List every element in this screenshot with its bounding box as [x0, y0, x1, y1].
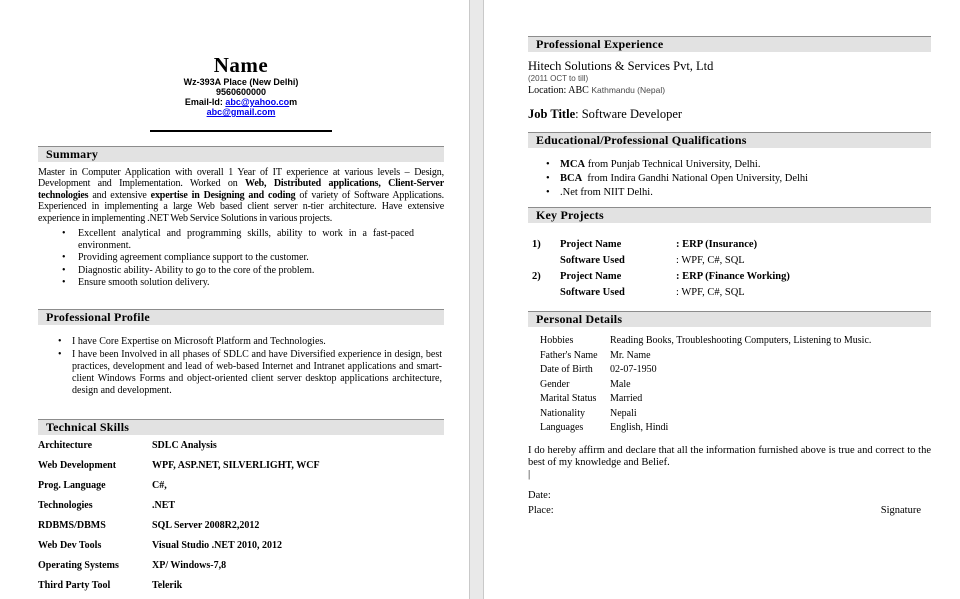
project-number: 1)	[532, 239, 541, 250]
personal-row-gender	[528, 379, 931, 390]
resume-page-1	[0, 0, 470, 599]
education-detail: from Punjab Technical University, Delhi.	[585, 159, 761, 170]
personal-label: Nationality	[540, 407, 585, 419]
personal-row-hobbies	[528, 335, 931, 346]
project-field-label: Project Name	[560, 239, 622, 250]
personal-value: Married	[610, 393, 643, 404]
email-link-gmail[interactable]: abc@gmail.com	[206, 107, 276, 117]
phone-line: 9560600000	[215, 87, 267, 97]
summary-seg-2-bold: Web, Distributed applications, Client-Server technologies	[38, 178, 444, 201]
education-item-1	[528, 158, 931, 171]
resume-header	[38, 54, 444, 132]
personal-label: Date of Birth	[540, 364, 593, 375]
personal-details-table	[528, 335, 931, 433]
skill-label: RDBMS/DBMS	[38, 519, 106, 531]
skill-value: XP/ Windows-7,8	[152, 559, 227, 571]
bullet-icon: •	[62, 228, 66, 240]
summary-section-header: Summary	[38, 146, 444, 162]
bullet-icon: •	[62, 252, 66, 264]
place-signature-row	[528, 505, 931, 516]
projects-section-header: Key Projects	[528, 207, 931, 223]
education-degree: MCA	[560, 159, 586, 170]
skill-value: C#,	[152, 479, 167, 491]
summary-bullet-1	[38, 228, 444, 251]
summary-seg-5: of variety of Software Applications. Experienced in implementing a large Web based client server n-tier architecture. Have extensive experience in implementing .NET Web Service Solutions in various projects.	[38, 189, 444, 224]
summary-bullet-1-text: Excellent analytical and programming skills, ability to work in a fast-paced environment.	[78, 228, 414, 251]
bullet-icon: •	[62, 264, 66, 276]
personal-row-marital-status	[528, 393, 931, 404]
personal-row-date-of-birth	[528, 364, 931, 375]
personal-label: Hobbies	[540, 335, 574, 346]
project-number	[528, 255, 560, 266]
summary-bullet-2	[38, 252, 444, 264]
education-item-2	[528, 172, 931, 185]
summary-bullet-2-text: Providing agreement compliance support to the customer.	[78, 252, 309, 264]
personal-label: Gender	[540, 378, 570, 390]
bullet-icon: •	[58, 335, 62, 347]
summary-bullet-3	[38, 265, 444, 277]
experience-section-header: Professional Experience	[528, 36, 931, 52]
skill-value: Visual Studio .NET 2010, 2012	[152, 539, 283, 551]
job-title-line	[528, 108, 931, 121]
education-detail: from Indira Gandhi National Open University, Delhi	[582, 173, 809, 184]
place-label: Place:	[528, 505, 554, 516]
skill-value: Telerik	[152, 579, 183, 591]
signature-label: Signature	[880, 505, 921, 516]
location-rest: Kathmandu (Nepal)	[591, 85, 666, 95]
summary-seg-3: and extensive	[88, 189, 151, 201]
skill-row-technologies	[38, 501, 444, 511]
skill-value: WPF, ASP.NET, SILVERLIGHT, WCF	[152, 459, 320, 471]
personal-label: Marital Status	[540, 393, 597, 404]
bullet-icon: •	[546, 159, 550, 170]
skill-row-operating-systems	[38, 561, 444, 571]
candidate-name: Name	[213, 53, 269, 77]
skill-value: SQL Server 2008R2,2012	[152, 519, 260, 531]
skill-row-web-development	[38, 461, 444, 471]
email-link-yahoo[interactable]: abc@yahoo.co	[225, 97, 290, 107]
project-field-label: Software Used	[560, 287, 625, 298]
project-1-name-row	[528, 239, 931, 250]
summary-paragraph	[38, 167, 444, 224]
job-title-value: : Software Developer	[575, 107, 683, 121]
profile-section-header: Professional Profile	[38, 309, 444, 325]
email-link-tail: m	[289, 97, 298, 107]
skill-row-architecture	[38, 441, 444, 451]
project-2-software-row	[528, 287, 931, 298]
project-field-value: : WPF, C#, SQL	[676, 287, 745, 298]
personal-label: Languages	[540, 422, 584, 433]
personal-section-header: Personal Details	[528, 311, 931, 327]
personal-value: English, Hindi	[610, 422, 669, 433]
skill-value: SDLC Analysis	[152, 439, 217, 451]
project-number	[528, 287, 560, 298]
personal-value: Mr. Name	[610, 349, 651, 361]
education-degree: BCA	[560, 173, 583, 184]
skills-section-header: Technical Skills	[38, 419, 444, 435]
project-field-label: Project Name	[560, 271, 622, 282]
skill-row-prog-language	[38, 481, 444, 491]
date-label: Date:	[528, 490, 551, 501]
education-detail: .Net from NIIT Delhi.	[560, 187, 653, 198]
summary-seg-1: Master in Computer Application with overall 1 Year of IT experience at various levels – Design, Development and Implementation. Worked on	[38, 167, 444, 190]
bullet-icon: •	[62, 277, 66, 289]
skill-value: .NET	[152, 499, 176, 511]
profile-bullet-1	[38, 336, 444, 348]
summary-bullet-list	[38, 228, 444, 289]
text-cursor: |	[528, 468, 531, 480]
skill-label: Operating Systems	[38, 559, 119, 571]
summary-bullet-3-text: Diagnostic ability- Ability to go to the core of the problem.	[78, 264, 315, 276]
location-lead: Location: ABC	[528, 85, 592, 96]
location-line	[528, 85, 931, 96]
personal-value: Reading Books, Troubleshooting Computers, Listening to Music.	[610, 335, 872, 346]
skill-label: Architecture	[38, 439, 93, 451]
personal-row-fathers-name	[528, 350, 931, 361]
project-field-value: : ERP (Finance Working)	[676, 271, 790, 282]
skill-row-rdbms	[38, 521, 444, 531]
address-line: Wz-393A Place (New Delhi)	[183, 77, 299, 87]
project-field-value: : WPF, C#, SQL	[676, 255, 745, 266]
employment-period: (2011 OCT to till)	[528, 74, 589, 83]
project-field-label: Software Used	[560, 255, 625, 266]
personal-row-languages	[528, 422, 931, 433]
email-line-1	[38, 97, 444, 107]
bullet-icon: •	[546, 187, 550, 198]
profile-bullet-list	[38, 336, 444, 397]
skills-table	[38, 441, 444, 591]
projects-table	[528, 239, 931, 298]
education-section-header: Educational/Professional Qualifications	[528, 132, 931, 148]
personal-label: Father's Name	[540, 349, 598, 361]
personal-row-nationality	[528, 408, 931, 419]
skill-label: Web Dev Tools	[38, 539, 102, 551]
skill-label: Third Party Tool	[38, 579, 111, 591]
declaration-text: I do hereby affirm and declare that all the information furnished above is true and correct to the best of my knowledge and Belief.	[528, 445, 931, 468]
project-2-name-row	[528, 271, 931, 282]
header-divider	[150, 130, 332, 132]
profile-bullet-2	[38, 349, 444, 397]
summary-seg-4-bold: expertise in Designing and coding	[150, 189, 296, 201]
personal-value: Nepali	[610, 407, 637, 419]
personal-value: Male	[610, 378, 631, 390]
project-number: 2)	[532, 271, 541, 282]
skill-row-third-party-tool	[38, 581, 444, 591]
skill-row-web-dev-tools	[38, 541, 444, 551]
email-label: Email-Id:	[184, 97, 226, 107]
summary-bullet-4-text: Ensure smooth solution delivery.	[78, 277, 210, 289]
skill-label: Prog. Language	[38, 479, 106, 491]
education-list	[528, 158, 931, 199]
job-title-label: Job Title	[528, 107, 576, 121]
resume-page-2	[483, 0, 960, 599]
profile-bullet-2-text: I have been Involved in all phases of SDLC and have Diversified experience in design, best practices, development and lead of web-based Internet and Intranet applications and smart-client Windows Forms and object-oriented client server desktop applications architecture, design and development.	[72, 348, 442, 396]
bullet-icon: •	[546, 173, 550, 184]
profile-bullet-1-text: I have Core Expertise on Microsoft Platform and Technologies.	[72, 335, 326, 347]
email-line-2	[38, 107, 444, 117]
education-item-3	[528, 186, 931, 199]
summary-bullet-4	[38, 277, 444, 289]
project-field-value: : ERP (Insurance)	[676, 239, 758, 250]
skill-label: Web Development	[38, 459, 117, 471]
project-1-software-row	[528, 255, 931, 266]
skill-label: Technologies	[38, 499, 93, 511]
bullet-icon: •	[58, 348, 62, 360]
personal-value: 02-07-1950	[610, 364, 657, 375]
company-name: Hitech Solutions & Services Pvt, Ltd	[528, 59, 714, 73]
